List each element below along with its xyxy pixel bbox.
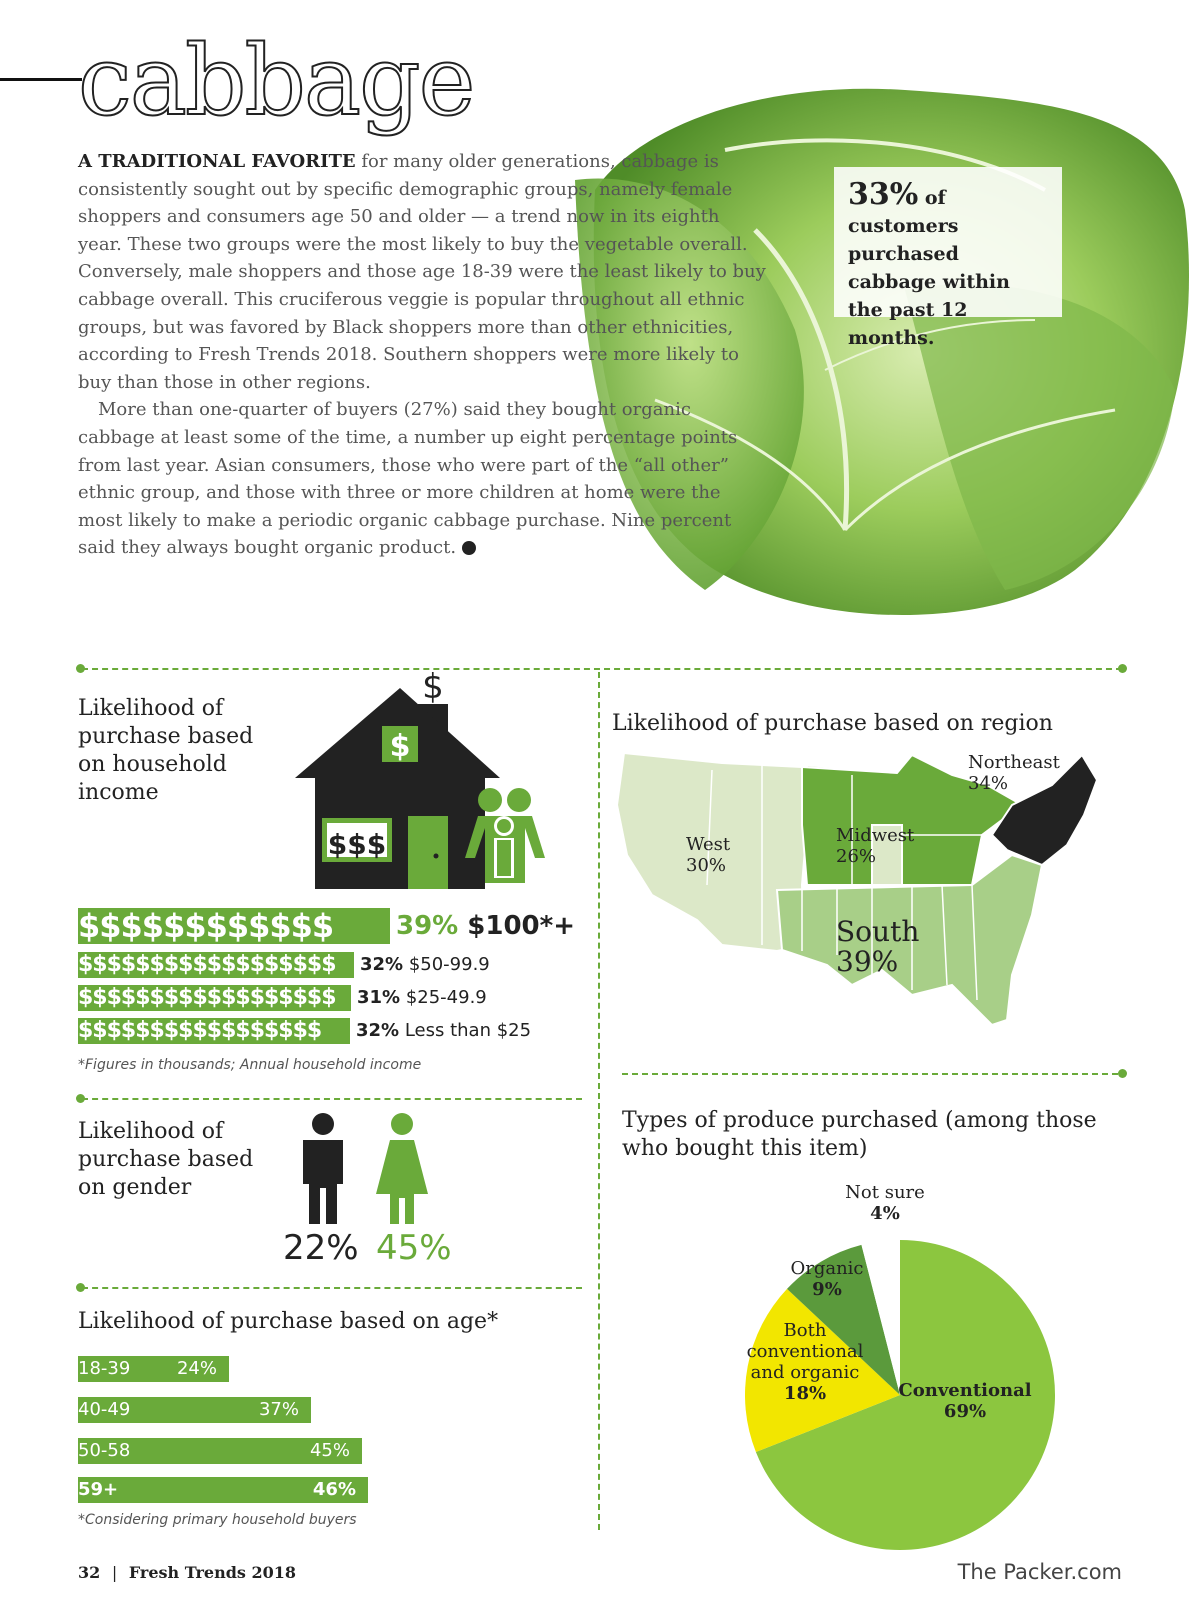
income-dollar-bar: $$$$$$$$$$$$ — [78, 908, 390, 944]
income-bracket: Less than $25 — [399, 1020, 532, 1041]
income-heading: Likelihood of purchase based on household income — [78, 696, 254, 805]
intro-lead: A TRADITIONAL FAVORITE — [78, 151, 356, 172]
publication-name: Fresh Trends 2018 — [128, 1563, 296, 1582]
pie-value-both: 18% — [783, 1383, 827, 1404]
region-name-northeast: Northeast — [968, 752, 1060, 773]
pie-value-not-sure: 4% — [870, 1203, 900, 1224]
region-label-west — [686, 834, 730, 876]
intro-p2-body: More than one-quarter of buyers (27%) said they bought organic cabbage at least some of the time, a number up eight percentage points from last year. Asian consumers, those who were part of the “all other” ethnic group, and those with three or more children at home were the most likely to make a periodic organic cabbage purchase. Nine percent said they always bought organic product. — [78, 399, 738, 559]
region-name-midwest: Midwest — [836, 825, 915, 846]
age-bar-value: 45% — [309, 1440, 350, 1461]
male-icon — [293, 1112, 353, 1228]
age-bar — [78, 1438, 362, 1464]
divider-dot — [76, 664, 85, 673]
pie-label-both — [740, 1320, 870, 1404]
age-bar-value: 46% — [312, 1479, 356, 1500]
divider-income — [82, 1098, 582, 1100]
region-name-west: West — [686, 834, 731, 855]
region-label-northeast — [968, 752, 1060, 794]
stat-callout — [834, 167, 1062, 349]
divider-dot — [76, 1283, 85, 1292]
divider-dot — [1118, 1069, 1127, 1078]
house-dollar-window: $ — [389, 729, 411, 764]
page-title: cabbage — [78, 25, 474, 137]
pie-name-both: Both conventional and organic — [746, 1320, 864, 1383]
income-bracket: $25-49.9 — [400, 987, 487, 1008]
age-bar-value: 24% — [176, 1358, 217, 1379]
divider-dot — [76, 1094, 85, 1103]
income-bracket: $100*+ — [458, 911, 576, 941]
pie-label-not-sure — [845, 1182, 925, 1224]
age-bar-label: 59+ — [78, 1479, 119, 1500]
age-heading: Likelihood of purchase based on age* — [78, 1309, 499, 1334]
region-name-south: South — [836, 915, 920, 948]
age-bar — [78, 1356, 229, 1382]
pie-value-organic: 9% — [812, 1279, 842, 1300]
male-percent: 22% — [283, 1228, 359, 1268]
income-dollar-bar: $$$$$$$$$$$$$$$$$$ — [78, 985, 351, 1011]
divider-region — [622, 1073, 1118, 1075]
income-percent: 32% — [356, 1020, 400, 1041]
region-value-west: 30% — [686, 855, 727, 876]
intro-text — [78, 148, 768, 562]
pie-name-organic: Organic — [790, 1258, 864, 1279]
age-bar-value: 37% — [258, 1399, 299, 1420]
intro-p1-body: for many older generations, cabbage is consistently sought out by specific demographic groups, namely female shoppers and consumers age 50 and older — a trend now in its eighth year. These two groups were the most likely to buy the vegetable overall. Conversely, male shoppers and those age 18-39 were the least likely to buy cabbage overall. This cruciferous veggie is popular throughout all ethnic groups, but was favored by Black shoppers more than other ethnicities, according to Fresh Trends 2018. Southern shoppers were more likely to buy than those in other regions. — [78, 151, 766, 393]
income-note: *Figures in thousands; Annual household income — [78, 1057, 422, 1073]
income-percent: 32% — [360, 954, 404, 975]
divider-top — [82, 668, 1122, 670]
female-percent: 45% — [376, 1228, 452, 1268]
house-dollar-sign: $$$ — [327, 828, 387, 861]
income-label — [356, 1018, 531, 1044]
pie-value-conventional: 69% — [943, 1401, 987, 1422]
region-value-northeast: 34% — [968, 773, 1009, 794]
page-number: 32 — [78, 1563, 101, 1582]
income-label — [360, 952, 490, 978]
intro-paragraph-1 — [78, 148, 768, 396]
region-value-midwest: 26% — [836, 846, 877, 867]
intro-paragraph-2 — [78, 396, 768, 562]
divider-dot — [1118, 664, 1127, 673]
pie-name-not-sure: Not sure — [845, 1182, 925, 1203]
age-bar — [78, 1397, 311, 1423]
pie-label-conventional — [890, 1380, 1040, 1422]
income-label — [396, 908, 575, 944]
age-note: *Considering primary household buyers — [78, 1512, 357, 1528]
region-label-midwest — [836, 825, 914, 867]
types-heading: Types of produce purchased (among those who bought this item) — [622, 1108, 1097, 1161]
chimney-dollar-smoke: $ — [422, 668, 444, 707]
footer-site: The Packer.com — [957, 1560, 1122, 1584]
income-label — [357, 985, 487, 1011]
age-bar-label: 40-49 — [78, 1399, 131, 1420]
divider-vertical — [598, 672, 600, 1530]
callout-percent: 33% — [848, 177, 919, 212]
pie-label-organic — [782, 1258, 872, 1300]
region-value-south: 39% — [836, 945, 899, 978]
age-bar — [78, 1477, 368, 1503]
callout-text: of customers purchased cabbage within the past 12 months. — [848, 187, 1010, 349]
pie-name-conventional: Conventional — [898, 1380, 1032, 1401]
income-bracket: $50-99.9 — [403, 954, 490, 975]
income-percent: 39% — [396, 911, 459, 941]
gender-heading: Likelihood of purchase based on gender — [78, 1119, 254, 1200]
female-icon — [372, 1112, 432, 1228]
income-dollar-bar: $$$$$$$$$$$$$$$$$$ — [78, 952, 354, 978]
income-dollar-bar: $$$$$$$$$$$$$$$$$ — [78, 1018, 350, 1044]
region-label-south — [836, 917, 919, 977]
divider-gender — [82, 1287, 582, 1289]
footer-separator: | — [111, 1563, 118, 1582]
age-bar-label: 50-58 — [78, 1440, 131, 1461]
ft-end-icon: FT — [462, 541, 476, 555]
income-percent: 31% — [357, 987, 401, 1008]
house-family-icon — [290, 668, 550, 900]
age-bar-label: 18-39 — [78, 1358, 131, 1379]
title-rule — [0, 78, 82, 81]
region-heading: Likelihood of purchase based on region — [612, 711, 1053, 736]
footer-left — [78, 1563, 296, 1582]
